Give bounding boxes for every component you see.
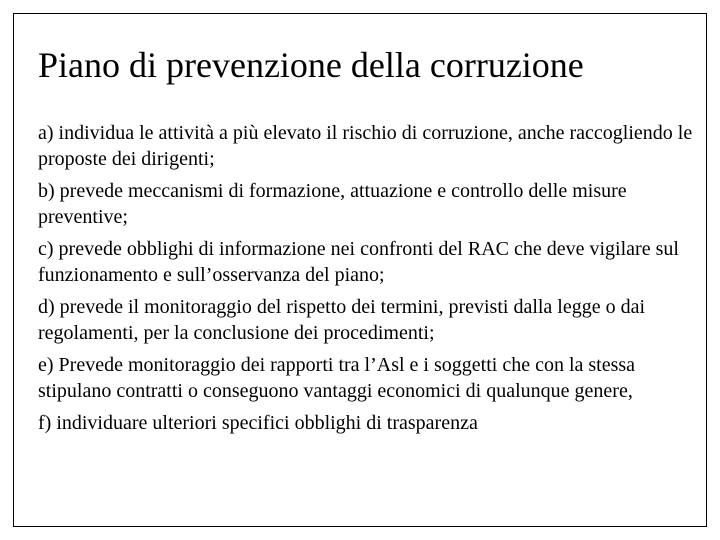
- list-item: f) individuare ulteriori specifici obblighi di trasparenza: [38, 412, 478, 434]
- list-item: d) prevede il monitoraggio del rispetto dei termini, previsti dalla legge o dai regolamenti, per la conclusione dei procedimenti;: [38, 296, 646, 344]
- list-item: b) prevede meccanismi di formazione, attuazione e controllo delle misure preventive;: [38, 180, 627, 228]
- slide-title: Piano di prevenzione della corruzione: [38, 45, 584, 85]
- list-item: e) Prevede monitoraggio dei rapporti tra l’Asl e i soggetti che con la stessa stipulano contratti o conseguono vantaggi economici di qualunque genere,: [38, 354, 636, 402]
- list-item: c) prevede obblighi di informazione nei confronti del RAC che deve vigilare sul funzionamento e sull’osservanza del piano;: [38, 238, 679, 286]
- list-item: a) individua le attività a più elevato il rischio di corruzione, anche raccogliendo le proposte dei dirigenti;: [38, 122, 693, 170]
- slide-body: [38, 120, 703, 442]
